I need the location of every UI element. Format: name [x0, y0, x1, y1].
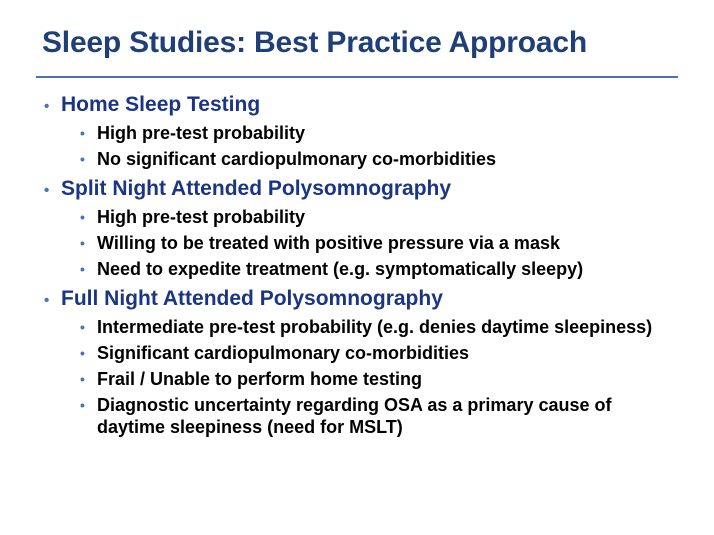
bullet-list [44, 316, 684, 438]
bullet-icon: • [80, 345, 85, 361]
bullet-list [44, 122, 684, 170]
list-item [44, 394, 684, 438]
list-item-text: High pre-test probability [97, 207, 306, 227]
bullet-list [44, 206, 684, 280]
section-heading [44, 174, 684, 205]
list-item [44, 206, 684, 228]
bullet-icon: • [44, 292, 50, 309]
section-full-night-psg [44, 284, 684, 438]
list-item-text: Frail / Unable to perform home testing [97, 369, 423, 389]
list-item-text: No significant cardiopulmonary co-morbidities [97, 149, 497, 169]
list-item-text: Intermediate pre-test probability (e.g. denies daytime sleepiness) [97, 317, 653, 337]
list-item [44, 316, 684, 338]
bullet-icon: • [80, 397, 85, 413]
slide-title: Sleep Studies: Best Practice Approach [42, 26, 587, 59]
list-item [44, 122, 684, 144]
bullet-icon: • [80, 261, 85, 277]
bullet-icon: • [80, 235, 85, 251]
title-divider [36, 76, 678, 78]
list-item [44, 368, 684, 390]
bullet-icon: • [80, 209, 85, 225]
bullet-icon: • [44, 98, 50, 115]
bullet-icon: • [80, 151, 85, 167]
list-item-text: High pre-test probability [97, 123, 306, 143]
bullet-icon: • [80, 125, 85, 141]
section-heading [44, 284, 684, 315]
bullet-icon: • [44, 182, 50, 199]
list-item-text: Need to expedite treatment (e.g. symptomatically sleepy) [97, 259, 584, 279]
list-item [44, 342, 684, 364]
list-item [44, 148, 684, 170]
bullet-icon: • [80, 319, 85, 335]
bullet-icon: • [80, 371, 85, 387]
section-heading [44, 90, 684, 121]
list-item-text: Willing to be treated with positive pressure via a mask [97, 233, 560, 253]
slide-content [44, 90, 684, 442]
section-split-night-psg [44, 174, 684, 280]
list-item-text: Diagnostic uncertainty regarding OSA as a primary cause of daytime sleepiness (need for MSLT) [97, 395, 612, 437]
list-item [44, 232, 684, 254]
section-home-sleep-testing [44, 90, 684, 170]
list-item-text: Significant cardiopulmonary co-morbidities [97, 343, 470, 363]
section-heading-text: Home Sleep Testing [61, 93, 261, 116]
section-heading-text: Full Night Attended Polysomnography [61, 287, 443, 310]
list-item [44, 258, 684, 280]
section-heading-text: Split Night Attended Polysomnography [61, 177, 452, 200]
